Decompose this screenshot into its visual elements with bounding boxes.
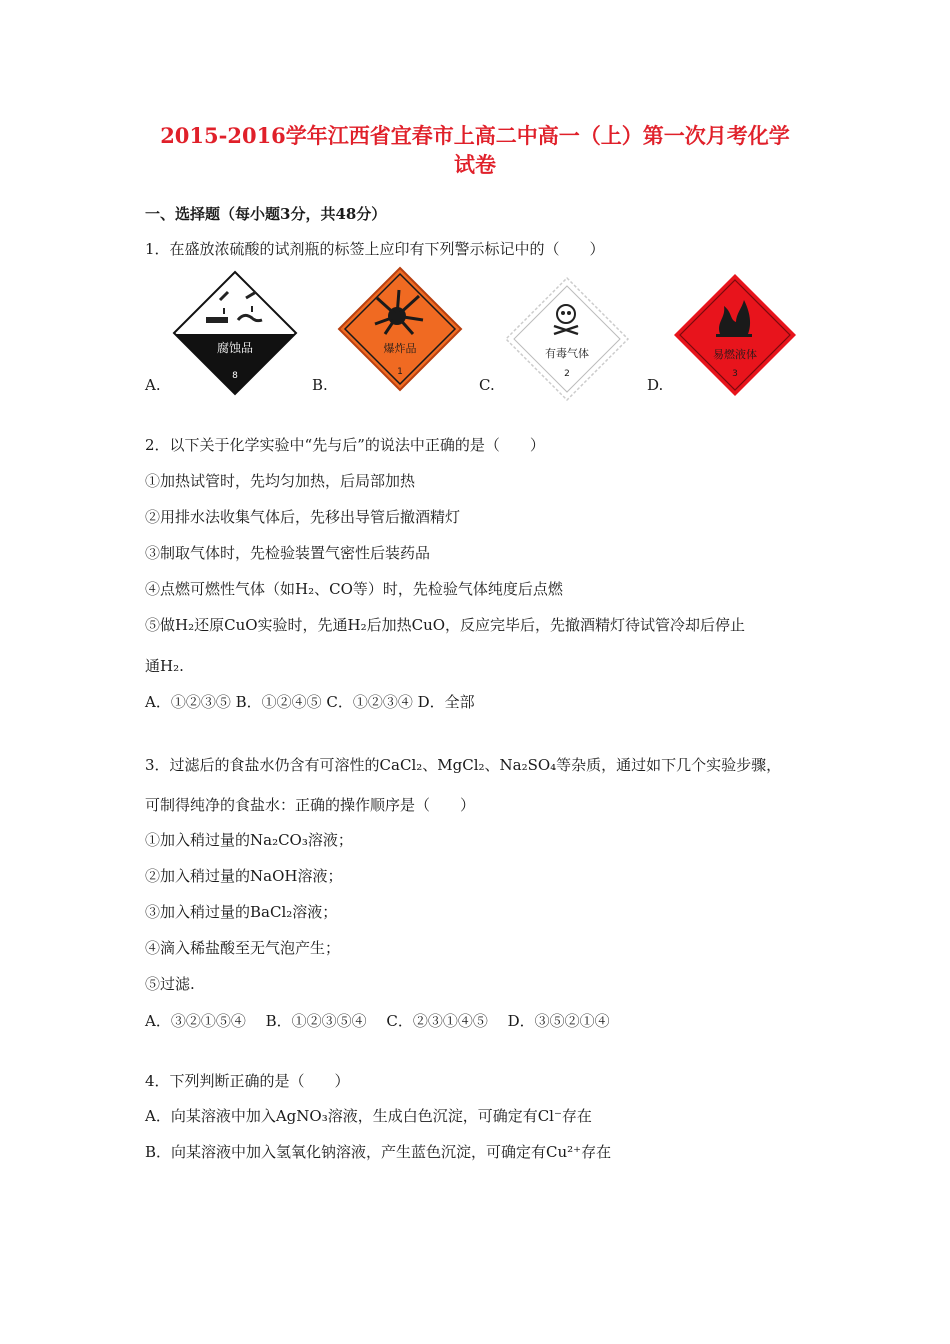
question-4-stem: 4．下列判断正确的是（ ） [145, 1072, 350, 1090]
sign-b-text: 爆炸品 [383, 342, 417, 355]
question-3-stem: 3．过滤后的食盐水仍含有可溶性的CaCl₂、MgCl₂、Na₂SO₄等杂质，通过如下几个实验步骤， [145, 756, 782, 774]
flammable-liquid-sign-icon [672, 272, 798, 398]
option-d-letter: D. [647, 376, 664, 394]
question-4-option-b: B．向某溶液中加入氢氧化钠溶液，产生蓝色沉淀，可确定有Cu²⁺存在 [145, 1143, 612, 1161]
option-b-letter: B. [312, 376, 328, 394]
question-3-item: ③加入稍过量的BaCl₂溶液； [145, 903, 338, 921]
question-2-answers: A．①②③⑤ B．①②④⑤ C．①②③④ D．全部 [145, 693, 475, 711]
question-1-stem: 1．在盛放浓硫酸的试剂瓶的标签上应印有下列警示标记中的（ ） [145, 240, 605, 258]
question-3-answers: A．③②①⑤④ B．①②③⑤④ C．②③①④⑤ D．③⑤②①④ [145, 1012, 610, 1030]
sign-c-number: 2 [564, 369, 570, 379]
question-2-stem: 2．以下关于化学实验中“先与后”的说法中正确的是（ ） [145, 436, 545, 454]
question-3-item: ⑤过滤. [145, 975, 195, 993]
sign-d-text: 易燃液体 [713, 348, 757, 361]
question-3-stem-continued: 可制得纯净的食盐水：正确的操作顺序是（ ） [145, 796, 476, 814]
question-2-item: ②用排水法收集气体后，先移出导管后撤酒精灯 [145, 508, 461, 526]
section-heading: 一、选择题（每小题3分，共48分） [145, 205, 387, 223]
question-2-item: ③制取气体时，先检验装置气密性后装药品 [145, 544, 431, 562]
question-2-item: ④点燃可燃性气体（如H₂、CO等）时，先检验气体纯度后点燃 [145, 580, 563, 598]
title-line-1: 2015-2016学年江西省宜春市上高二中高一（上）第一次月考化学 [160, 123, 790, 148]
question-2-item-continued: 通H₂. [145, 657, 184, 675]
question-2-item: ⑤做H₂还原CuO实验时，先通H₂后加热CuO，反应完毕后，先撤酒精灯待试管冷却后停止 [145, 616, 746, 634]
sign-a-text: 腐蚀品 [216, 341, 254, 355]
question-4-option-a: A．向某溶液中加入AgNO₃溶液，生成白色沉淀，可确定有Cl⁻存在 [145, 1107, 592, 1125]
question-3-item: ④滴入稀盐酸至无气泡产生； [145, 939, 341, 957]
question-3-item: ②加入稍过量的NaOH溶液； [145, 867, 343, 885]
sign-c-text: 有毒气体 [545, 347, 589, 360]
corrosive-sign-icon [172, 270, 298, 396]
sign-d-number: 3 [732, 369, 738, 379]
sign-a-number: 8 [232, 371, 238, 381]
explosive-sign-icon [337, 266, 463, 392]
option-c-letter: C. [479, 376, 495, 394]
question-2-item: ①加热试管时，先均匀加热，后局部加热 [145, 472, 416, 490]
option-a-letter: A. [145, 376, 161, 394]
title-line-2: 试卷 [454, 152, 496, 177]
sign-b-number: 1 [397, 367, 403, 377]
question-3-item: ①加入稍过量的Na₂CO₃溶液； [145, 831, 353, 849]
toxic-gas-sign-icon [504, 276, 630, 402]
